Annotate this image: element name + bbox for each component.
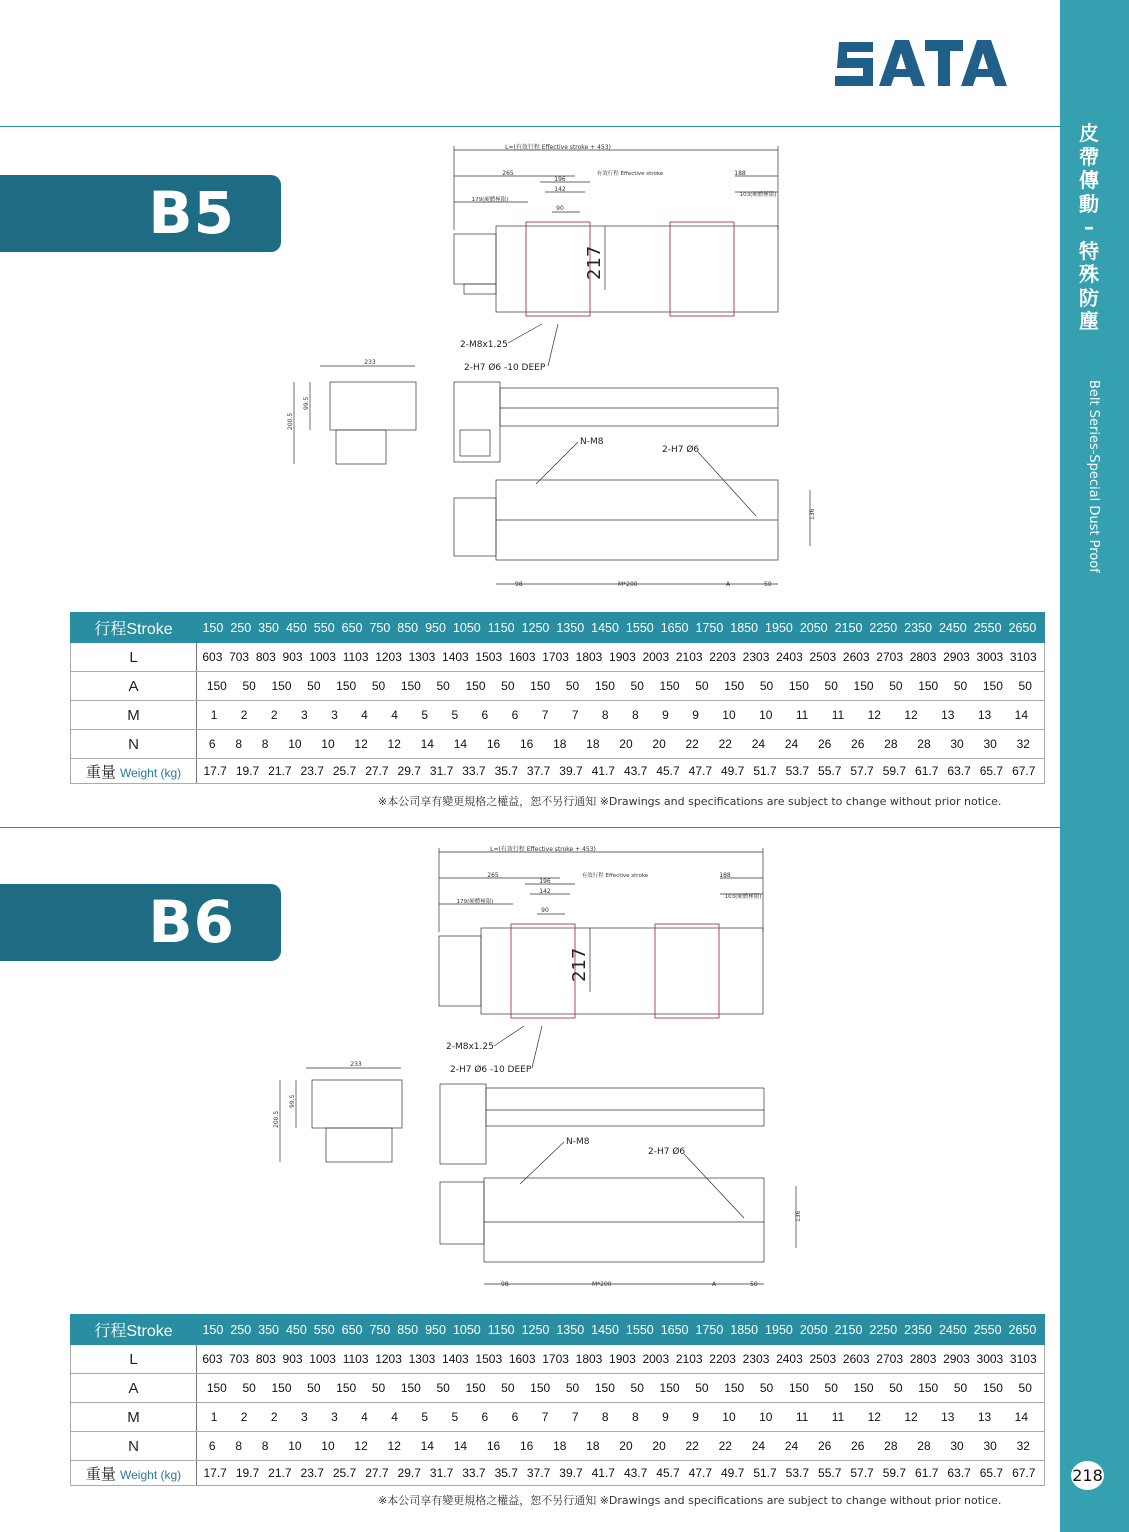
sidebar-title-zh: 皮 帶 傳 動 – 特 殊 防 塵	[1079, 121, 1099, 333]
svg-text:99.5: 99.5	[303, 396, 310, 410]
svg-text:265: 265	[502, 170, 514, 177]
length-formula-label: L=(有效行程 Effective stroke + 453)	[505, 144, 611, 151]
svg-text:A: A	[726, 581, 731, 588]
svg-text:103(硬體極限): 103(硬體極限)	[739, 192, 777, 198]
svg-text:233: 233	[364, 359, 376, 366]
side-view-drawing-b6	[266, 1032, 802, 1292]
table-row: 重量 Weight (kg) 17.7 19.7 21.7 23.7 25.7 27.7 29.7 31.7 33.7 35.7 37.7 39.7 41.7 43.7 45.7 47.7 49.7 51.7 53.7 55.7 57.7 59.7 61.7 63.7 65.7 67.7	[71, 1461, 1045, 1486]
table-row: M 1 2 2 3 3 4 4 5 5 6 6 7 7 8 8 9 9 10 10 11 11 12 12 13 13 14	[71, 701, 1045, 730]
svg-text:50: 50	[764, 581, 772, 588]
svg-text:196: 196	[539, 878, 551, 885]
svg-text:99.5: 99.5	[289, 1094, 296, 1108]
svg-text:179(硬體極限): 179(硬體極限)	[456, 899, 494, 905]
table-row: A 150 50 150 50 150 50 150 50 150 50 150 50 150 50 150 50 150 50 150 50 150 50 150 50 150 50	[71, 672, 1045, 701]
svg-text:A: A	[712, 1281, 717, 1288]
notice-text: ※本公司享有變更規格之權益，恕不另行通知 ※Drawings and specifications are subject to change without prior notice.	[378, 1494, 1002, 1507]
table-row: A 150 50 150 50 150 50 150 50 150 50 150 50 150 50 150 50 150 50 150 50 150 50 150 50 150 50	[71, 1374, 1045, 1403]
svg-text:2-H7 Ø6: 2-H7 Ø6	[662, 445, 700, 455]
top-view-drawing-b6	[425, 842, 775, 1042]
svg-text:N-M8: N-M8	[566, 1137, 590, 1147]
spec-table-b6	[70, 1314, 1045, 1486]
svg-text:217: 217	[584, 245, 605, 280]
stroke-header-label: 行程Stroke	[71, 1315, 197, 1345]
svg-text:N-M8: N-M8	[580, 437, 604, 447]
stroke-header-values: 150 250 350 450 550 650 750 850 950 1050 1150 1250 1350 1450 1550 1650 1750 1850 1950 2050 2150 2250 2350 2450 2550 2650	[197, 613, 1045, 643]
svg-text:217: 217	[569, 947, 590, 982]
table-row: L 603 703 803 903 1003 1103 1203 1303 1403 1503 1603 1703 1803 1903 2003 2103 2203 2303 2403 2503 2603 2703 2803 2903 3003 3103	[71, 643, 1045, 672]
svg-text:50: 50	[750, 1281, 758, 1288]
svg-text:2-H7 Ø6 -10 DEEP: 2-H7 Ø6 -10 DEEP	[450, 1065, 532, 1075]
svg-text:有效行程 Effective stroke: 有效行程 Effective stroke	[581, 873, 649, 879]
table-row: M 1 2 2 3 3 4 4 5 5 6 6 7 7 8 8 9 9 10 10 11 11 12 12 13 13 14	[71, 1403, 1045, 1432]
svg-text:有效行程 Effective stroke: 有效行程 Effective stroke	[596, 171, 664, 177]
notice-text: ※本公司享有變更規格之權益，恕不另行通知 ※Drawings and specifications are subject to change without prior notice.	[378, 795, 1002, 808]
svg-text:136: 136	[795, 1210, 802, 1222]
svg-text:2-H7 Ø6 -10 DEEP: 2-H7 Ø6 -10 DEEP	[464, 363, 546, 373]
svg-text:98: 98	[501, 1281, 509, 1288]
svg-text:M*200: M*200	[592, 1281, 612, 1288]
svg-text:2-H7 Ø6: 2-H7 Ø6	[648, 1147, 686, 1157]
svg-text:200.5: 200.5	[273, 1110, 280, 1128]
sata-logo	[833, 32, 1001, 94]
divider-line	[0, 827, 1060, 828]
svg-text:90: 90	[541, 907, 549, 914]
stroke-header-label: 行程Stroke	[71, 613, 197, 643]
table-row: N 6 8 8 10 10 12 12 14 14 16 16 18 18 20 20 22 22 24 24 26 26 28 28 30 30 32	[71, 1432, 1045, 1461]
svg-text:188: 188	[719, 872, 731, 879]
svg-text:L=(有效行程 Effective stroke + 453: L=(有效行程 Effective stroke + 453)	[490, 846, 596, 853]
svg-text:142: 142	[554, 186, 566, 193]
model-tab-b5: B5	[0, 175, 281, 252]
table-row: 重量 Weight (kg) 17.7 19.7 21.7 23.7 25.7 27.7 29.7 31.7 33.7 35.7 37.7 39.7 41.7 43.7 45.7 47.7 49.7 51.7 53.7 55.7 57.7 59.7 61.7 63.7 65.7 67.7	[71, 759, 1045, 784]
table-row: N 6 8 8 10 10 12 12 14 14 16 16 18 18 20 20 22 22 24 24 26 26 28 28 30 30 32	[71, 730, 1045, 759]
stroke-header-values: 150 250 350 450 550 650 750 850 950 1050 1150 1250 1350 1450 1550 1650 1750 1850 1950 2050 2150 2250 2350 2450 2550 2650	[197, 1315, 1045, 1345]
model-tab-b6: B6	[0, 884, 281, 961]
svg-text:188: 188	[734, 170, 746, 177]
svg-text:196: 196	[554, 176, 566, 183]
svg-text:90: 90	[556, 205, 564, 212]
sidebar-title-en: Belt Series-Special Dust Proof	[1086, 380, 1101, 573]
svg-text:M*200: M*200	[618, 581, 638, 588]
svg-text:233: 233	[350, 1061, 362, 1068]
svg-text:179(硬體極限): 179(硬體極限)	[471, 197, 509, 203]
divider-line	[0, 126, 1060, 127]
svg-text:136: 136	[809, 508, 816, 520]
svg-text:265: 265	[487, 872, 499, 879]
table-row: L 603 703 803 903 1003 1103 1203 1303 1403 1503 1603 1703 1803 1903 2003 2103 2203 2303 2403 2503 2603 2703 2803 2903 3003 3103	[71, 1345, 1045, 1374]
page-number: 218	[1071, 1461, 1104, 1490]
svg-text:98: 98	[515, 581, 523, 588]
svg-text:103(硬體極限): 103(硬體極限)	[724, 894, 762, 900]
svg-text:200.5: 200.5	[287, 412, 294, 430]
spec-table-b5	[70, 612, 1045, 784]
top-view-drawing-b5	[440, 140, 790, 340]
svg-text:2-M8x1.25: 2-M8x1.25	[460, 340, 508, 350]
svg-text:2-M8x1.25: 2-M8x1.25	[446, 1042, 494, 1052]
side-view-drawing-b5	[280, 330, 816, 600]
svg-text:142: 142	[539, 888, 551, 895]
